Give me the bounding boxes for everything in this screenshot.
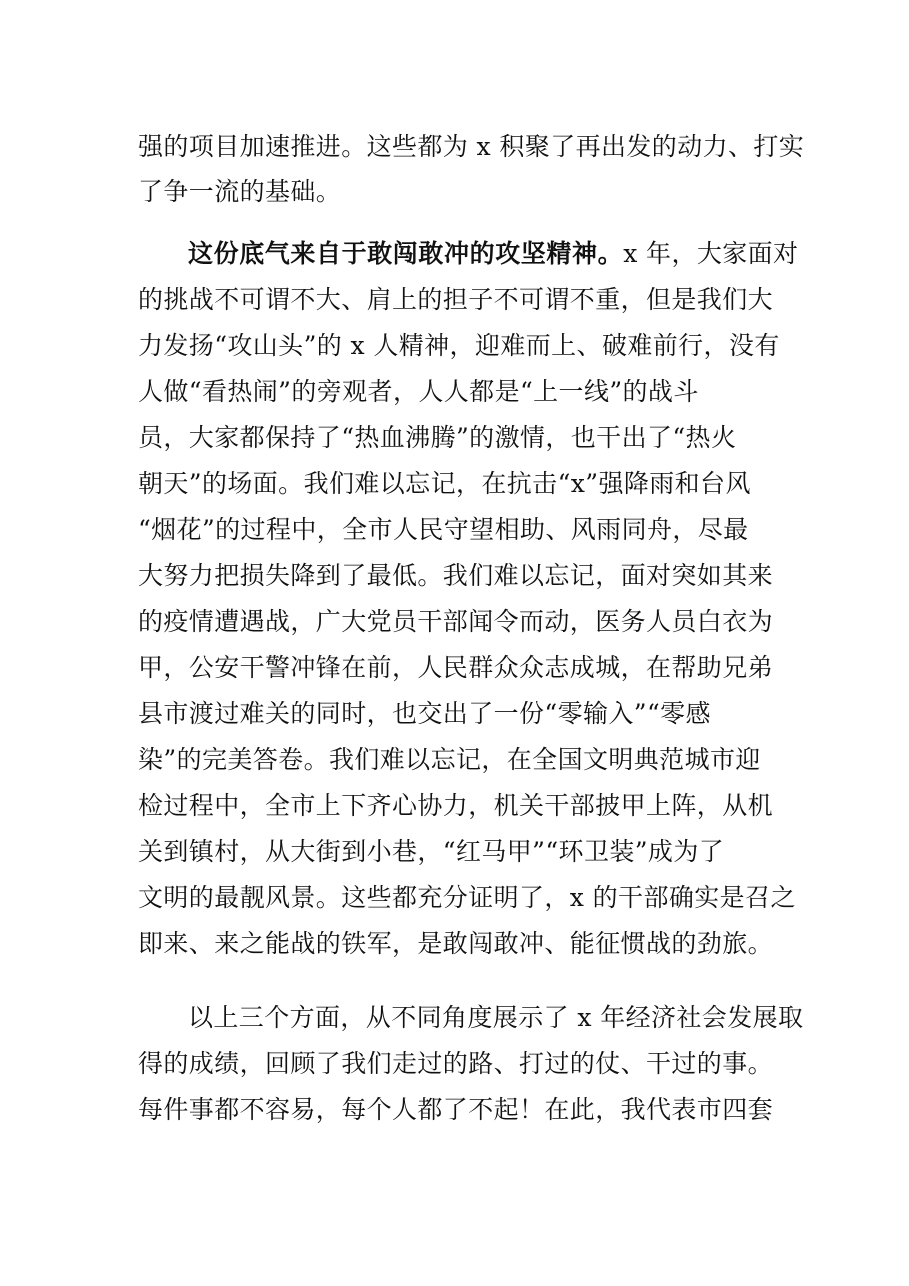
paragraph-text: x 年，大家面对: [623, 239, 799, 268]
paragraph-line: 大努力把损失降到了最低。我们难以忘记，面对突如其来: [138, 561, 774, 590]
paragraph-line: 人做“看热闹”的旁观者，人人都是“上一线”的战斗: [138, 377, 699, 406]
paragraph-line: 关到镇村，从大街到小巷，“红马甲”“环卫装”成为了: [138, 837, 725, 866]
paragraph-line: 染”的完美答卷。我们难以忘记，在全国文明典范城市迎: [138, 745, 761, 774]
paragraph-line: 的疫情遭遇战，广大党员干部闻令而动，医务人员白衣为: [138, 607, 774, 636]
paragraph-line: 得的成绩，回顾了我们走过的路、打过的仗、干过的事。: [138, 1049, 774, 1078]
paragraph-heading: 这份底气来自于敢闯敢冲的攻坚精神。: [188, 239, 624, 268]
paragraph-line: 强的项目加速推进。这些都为 x 积聚了再出发的动力、打实: [138, 132, 805, 161]
paragraph-line: 检过程中，全市上下齐心协力，机关干部披甲上阵，从机: [138, 791, 774, 820]
paragraph-line: 的挑战不可谓不大、肩上的担子不可谓不重，但是我们大: [138, 285, 774, 314]
paragraph-line: “烟花”的过程中，全市人民守望相助、风雨同舟，尽最: [138, 515, 749, 544]
paragraph-line: 即来、来之能战的铁军，是敢闯敢冲、能征惯战的劲旅。: [138, 929, 774, 958]
paragraph-line: 朝天”的场面。我们难以忘记，在抗击“x”强降雨和台风: [138, 469, 751, 498]
paragraph-first-line: [188, 232, 799, 276]
paragraph-line: 文明的最靓风景。这些都充分证明了，x 的干部确实是召之: [138, 883, 796, 912]
paragraph-line: 每件事都不容易，每个人都了不起！在此，我代表市四套: [138, 1095, 774, 1124]
paragraph-line: 甲，公安干警冲锋在前，人民群众众志成城，在帮助兄弟: [138, 653, 774, 682]
paragraph-line: 力发扬“攻山头”的 x 人精神，迎难而上、破难前行，没有: [138, 331, 780, 360]
paragraph-line: 员，大家都保持了“热血沸腾”的激情，也干出了“热火: [138, 423, 737, 452]
paragraph-line: 以上三个方面，从不同角度展示了 x 年经济社会发展取: [188, 1003, 804, 1032]
paragraph-line: 了争一流的基础。: [138, 177, 342, 206]
paragraph-line: 县市渡过难关的同时，也交出了一份“零输入”“零感: [138, 699, 711, 728]
